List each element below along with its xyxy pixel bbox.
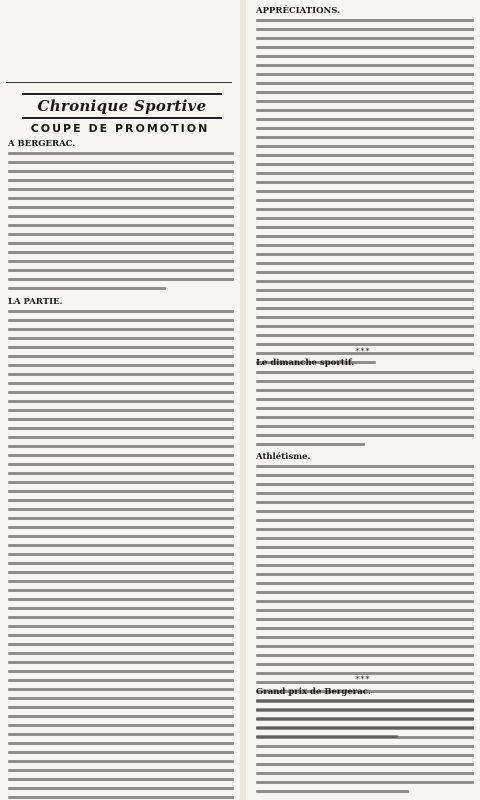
text-block-la-partie	[8, 310, 234, 800]
heading-la-partie: LA PARTIE.	[8, 297, 63, 307]
heading-appreciations: APPRÉCIATIONS.	[256, 6, 341, 16]
text-block-grand-prix	[256, 700, 474, 799]
text-block-a-bergerac	[8, 152, 234, 296]
heading-a-bergerac: A BERGERAC.	[8, 139, 76, 149]
heading-athletisme: Athlétisme.	[256, 452, 311, 462]
separator-2: ***	[355, 675, 371, 684]
text-block-appreciations	[256, 19, 474, 370]
heading-dimanche-sportif: Le dimanche sportif.	[256, 358, 355, 368]
column-title: Chronique Sportive	[22, 93, 222, 119]
section-title: COUPE DE PROMOTION	[30, 122, 210, 135]
right-column	[246, 0, 480, 800]
separator: ***	[355, 347, 371, 356]
heading-grand-prix: Grand prix de Bergerac.	[256, 687, 371, 697]
text-block-dimanche-sportif	[256, 371, 474, 452]
top-rule	[6, 82, 232, 83]
